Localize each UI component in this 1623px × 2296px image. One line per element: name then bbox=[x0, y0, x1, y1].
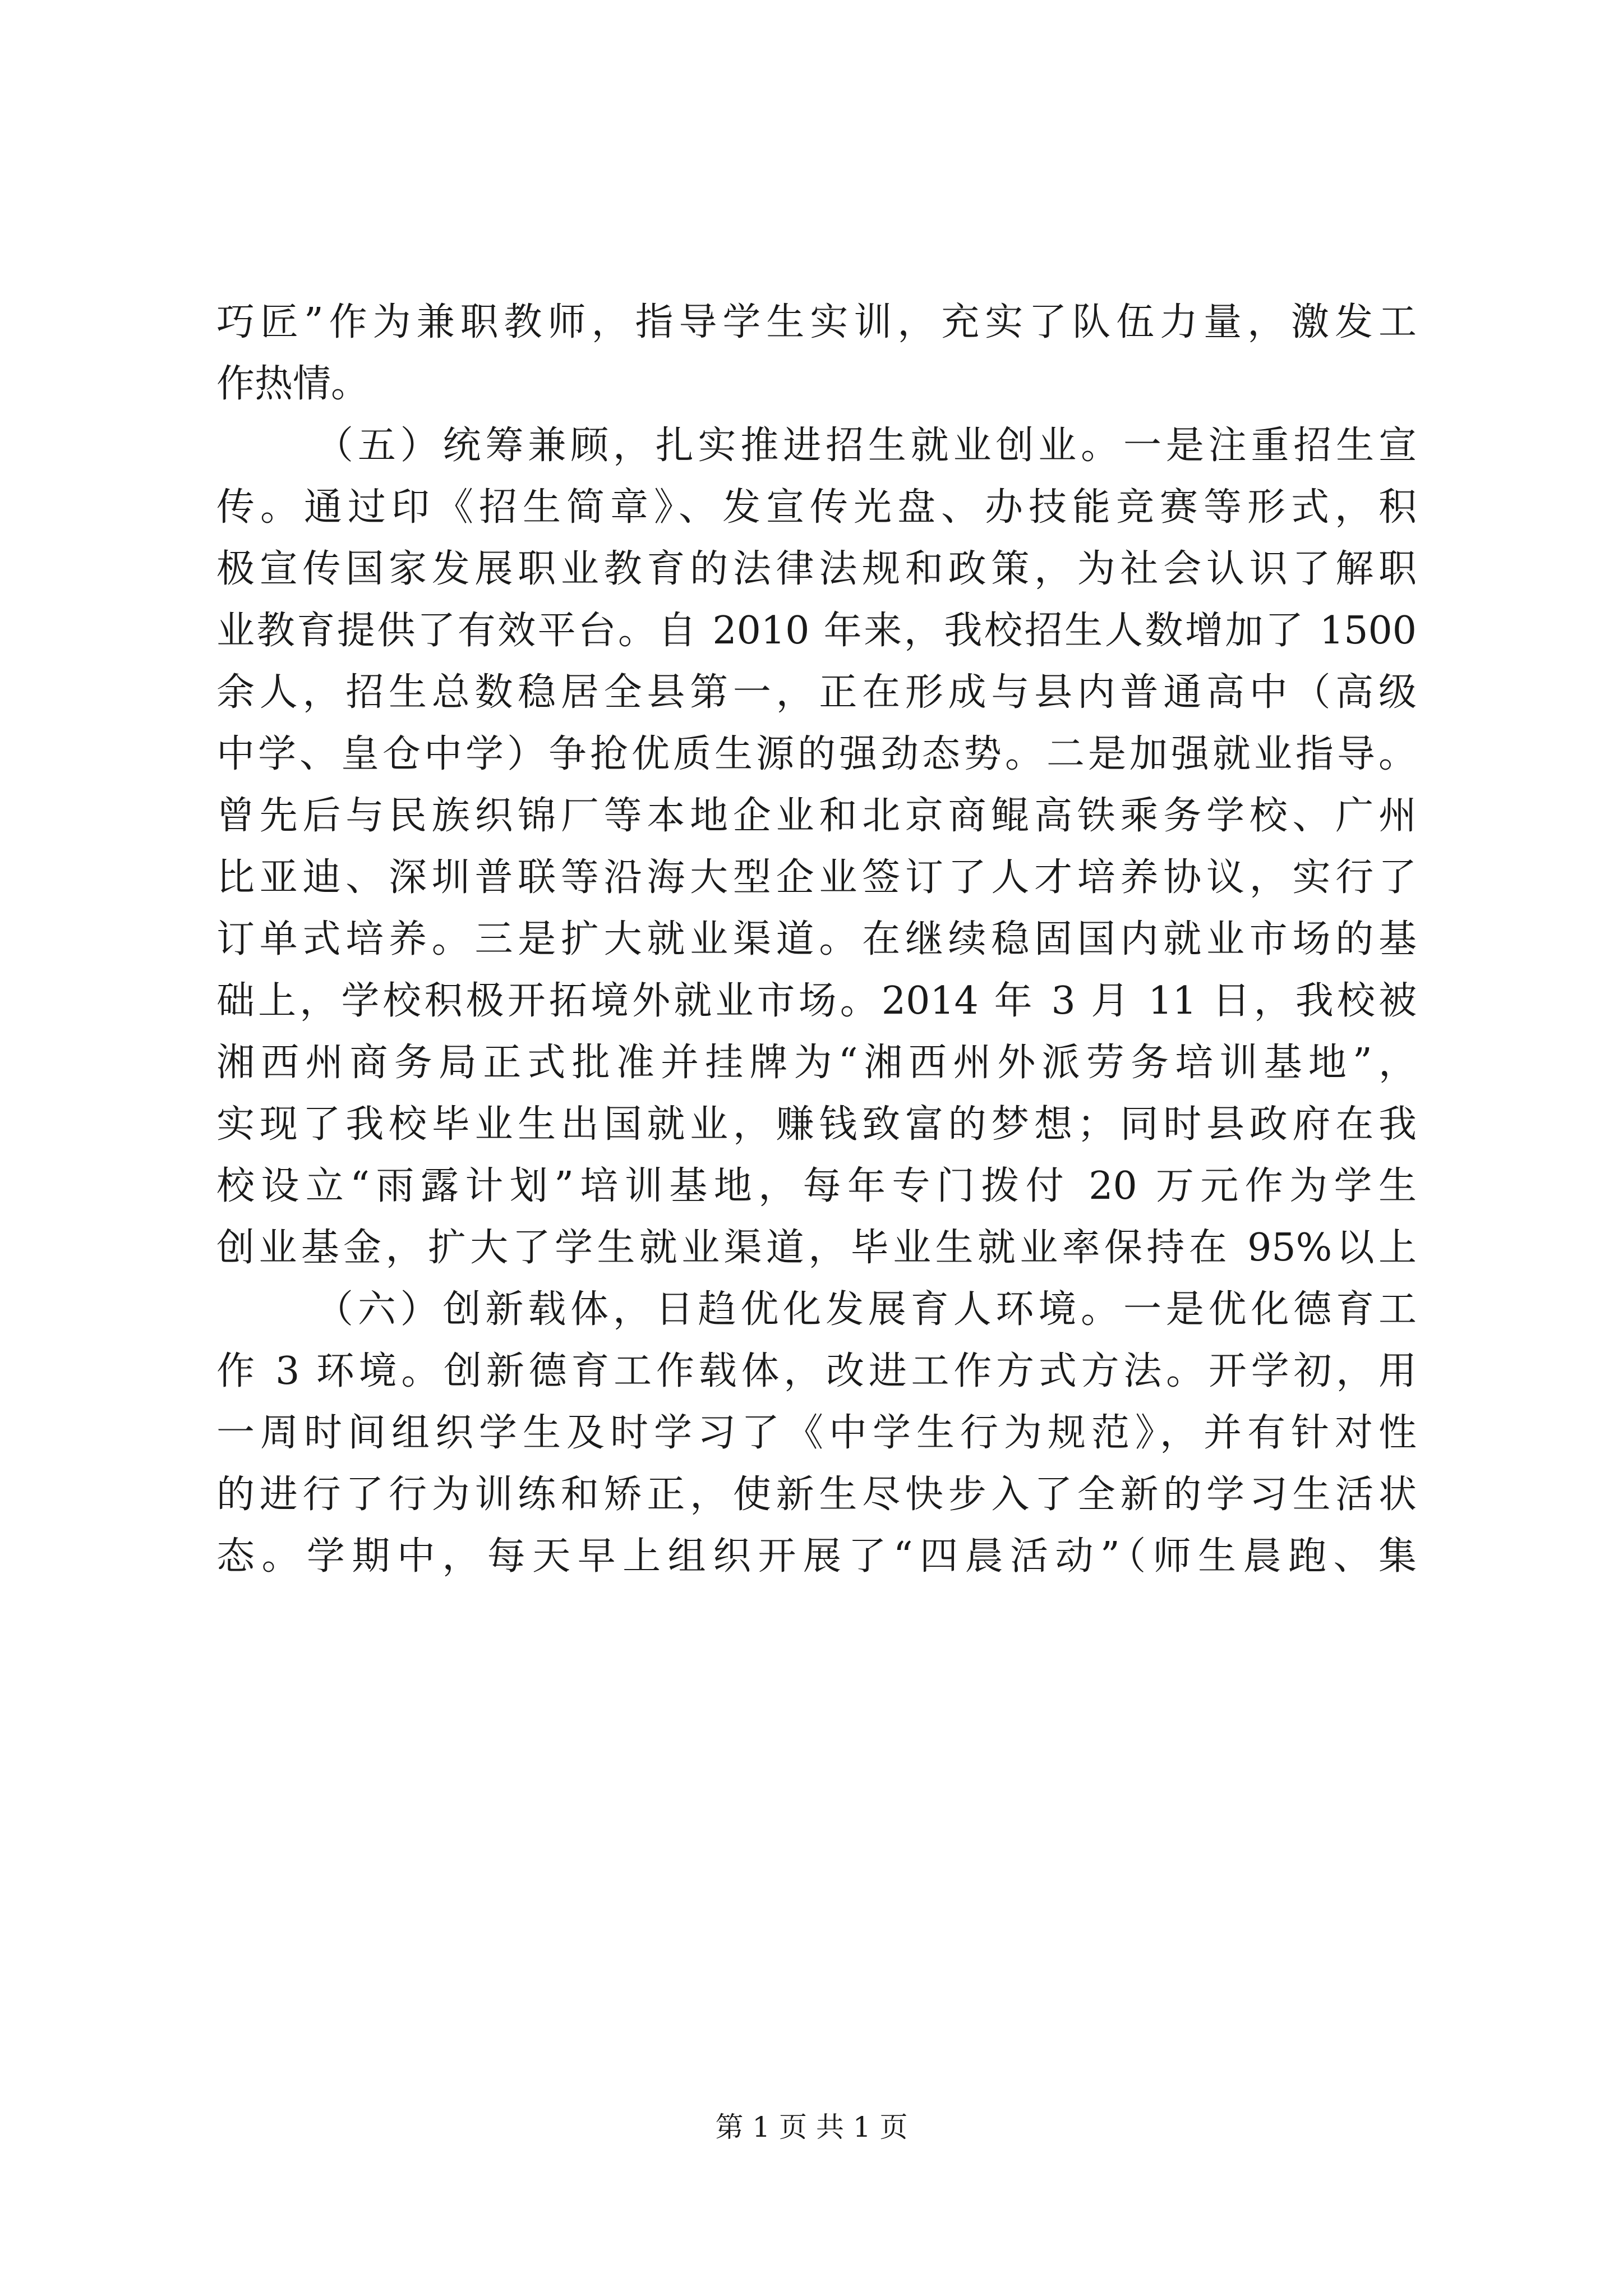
text-line: 一周时间组织学生及时学习了《中学生行为规范》，并有针对性 bbox=[216, 1411, 1417, 1455]
body-text bbox=[216, 292, 1417, 1588]
text-line: 础上，学校积极开拓境外就业市场。2014 年 3 月 11 日，我校被 bbox=[216, 979, 1417, 1023]
text-line: 余人，招生总数稳居全县第一，正在形成与县内普通高中（高级 bbox=[216, 670, 1417, 715]
text-line: 的进行了行为训练和矫正，使新生尽快步入了全新的学习生活状 bbox=[216, 1473, 1417, 1517]
page-footer: 第 1 页 共 1 页 bbox=[715, 2111, 908, 2143]
text-line: 创业基金，扩大了学生就业渠道，毕业生就业率保持在 95%以上 bbox=[216, 1226, 1417, 1270]
text-line: 湘西州商务局正式批准并挂牌为“湘西州外派劳务培训基地”， bbox=[216, 1041, 1417, 1085]
text-line: 巧匠”作为兼职教师，指导学生实训，充实了队伍力量，激发工 bbox=[216, 300, 1417, 344]
text-line: 极宣传国家发展职业教育的法律法规和政策，为社会认识了解职 bbox=[216, 547, 1417, 591]
text-line: 传。通过印《招生简章》、发宣传光盘、办技能竞赛等形式，积 bbox=[216, 485, 1417, 530]
text-line: 作热情。 bbox=[216, 362, 370, 406]
text-line: 态。学期中，每天早上组织开展了“四晨活动”（师生晨跑、集 bbox=[216, 1534, 1417, 1579]
text-line: 校设立“雨露计划”培训基地，每年专门拨付 20 万元作为学生 bbox=[216, 1164, 1417, 1208]
text-line: 订单式培养。三是扩大就业渠道。在继续稳固国内就业市场的基 bbox=[216, 917, 1417, 961]
text-line: 业教育提供了有效平台。自 2010 年来，我校招生人数增加了 1500 bbox=[216, 609, 1417, 653]
text-line: 比亚迪、深圳普联等沿海大型企业签订了人才培养协议，实行了 bbox=[216, 855, 1417, 900]
text-line: 作 3 环境。创新德育工作载体，改进工作方式方法。开学初，用 bbox=[216, 1349, 1417, 1393]
text-line: 中学、皇仓中学）争抢优质生源的强劲态势。二是加强就业指导。 bbox=[216, 732, 1417, 776]
text-line: 实现了我校毕业生出国就业，赚钱致富的梦想；同时县政府在我 bbox=[216, 1102, 1417, 1147]
paragraph-heading-line: （六）创新载体，日趋优化发展育人环境。一是优化德育工 bbox=[315, 1287, 1417, 1332]
paragraph-heading-line: （五）统筹兼顾，扎实推进招生就业创业。一是注重招生宣 bbox=[315, 424, 1417, 468]
text-line: 曾先后与民族织锦厂等本地企业和北京商鲲高铁乘务学校、广州 bbox=[216, 794, 1417, 838]
